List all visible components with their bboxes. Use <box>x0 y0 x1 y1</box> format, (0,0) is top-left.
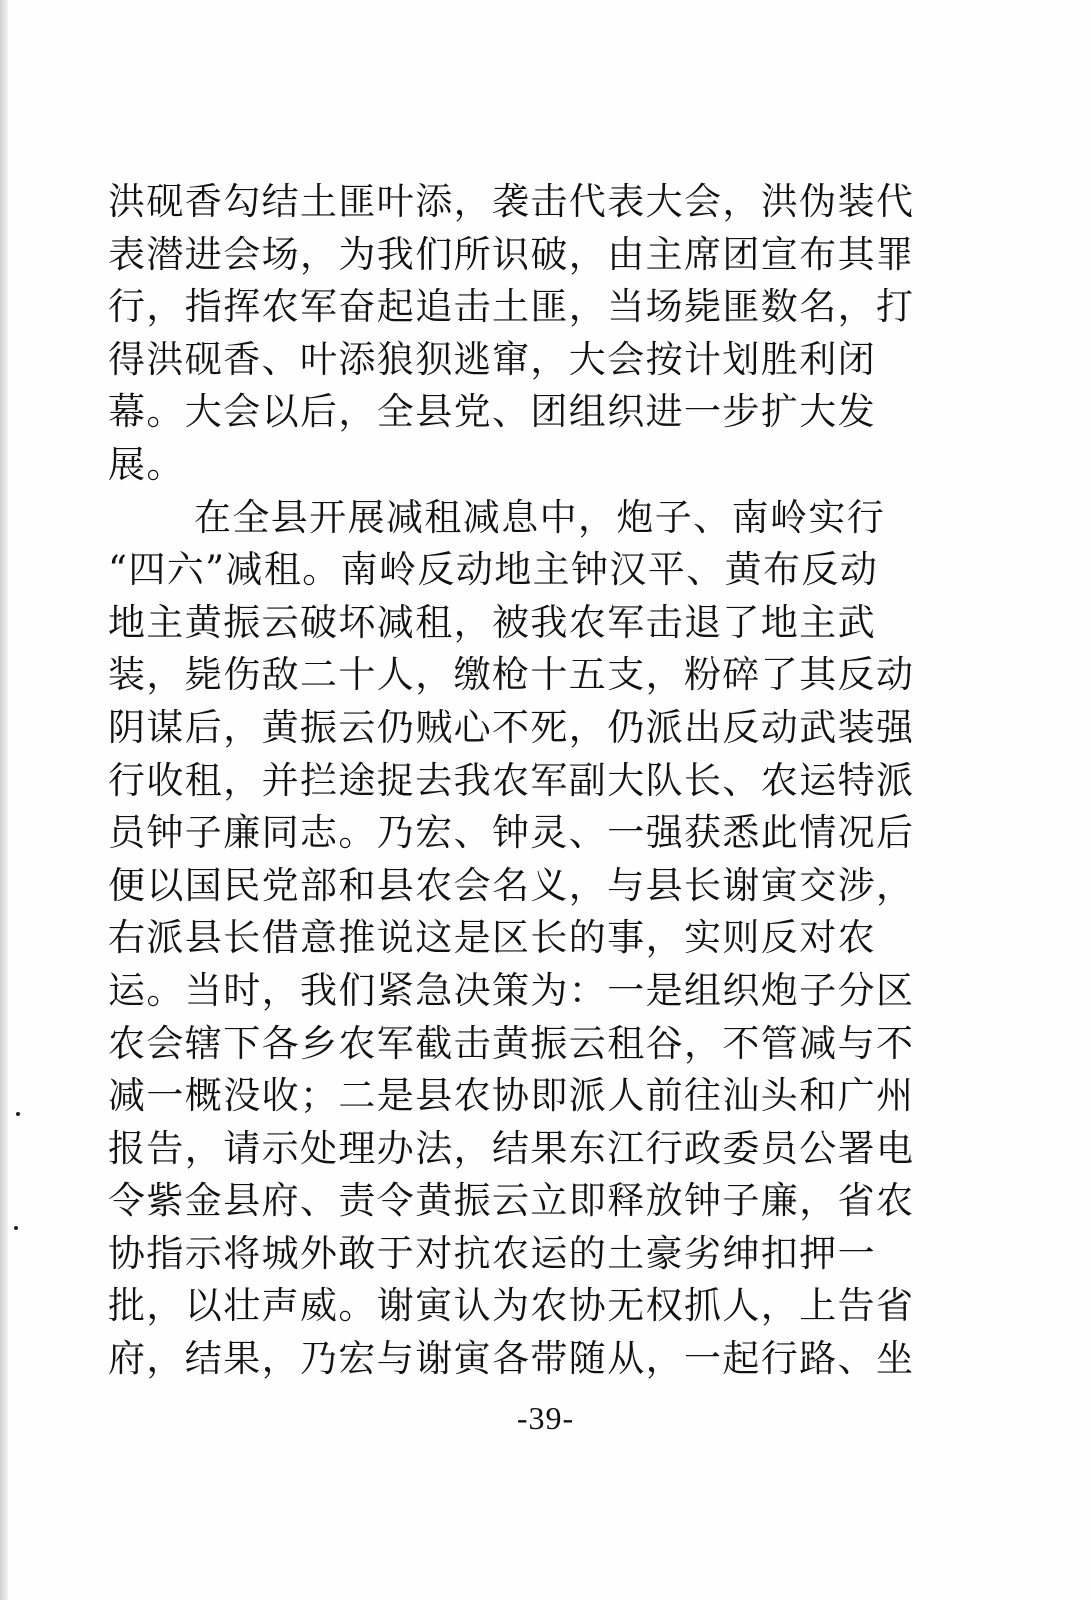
scan-speck <box>16 1112 20 1116</box>
text-line: 展。 <box>108 442 185 486</box>
body-text <box>108 176 932 1386</box>
page-binding-edge <box>0 0 8 1600</box>
paragraph-start-line: 在全县开展减租减息中，炮子、南岭实行 <box>194 495 886 539</box>
text-line: 洪砚香勾结土匪叶添，袭击代表大会，洪伪装代 <box>108 180 915 223</box>
text-line: 行，指挥农军奋起追击土匪，当场毙匪数名，打 <box>108 285 915 329</box>
scan-speck <box>14 1226 18 1230</box>
text-line: 员钟子廉同志。乃宏、钟灵、一强获悉此情况后 <box>108 811 915 855</box>
page-number: -39- <box>516 1400 575 1436</box>
text-line: 便以国民党部和县农会名义，与县长谢寅交涉， <box>108 863 915 907</box>
text-line: 行收租，并拦途捉去我农军副大队长、农运特派 <box>108 758 915 802</box>
text-line: 地主黄振云破坏减租，被我农军击退了地主武 <box>108 600 876 644</box>
text-line: 装，毙伤敌二十人，缴枪十五支，粉碎了其反动 <box>108 653 915 697</box>
text-line: 报告，请示处理办法，结果东江行政委员公署电 <box>108 1126 915 1170</box>
text-line: 协指示将城外敢于对抗农运的土豪劣绅扣押一 <box>108 1231 876 1275</box>
text-line: 幕。大会以后，全县党、团组织进一步扩大发 <box>108 390 876 434</box>
text-line: 得洪砚香、叶添狼狈逃窜，大会按计划胜利闭 <box>108 337 876 381</box>
text-line: 减一概没收；二是县农协即派人前往汕头和广州 <box>108 1074 915 1118</box>
text-line: “四六”减租。南岭反动地主钟汉平、黄布反动 <box>108 548 879 592</box>
text-line: 运。当时，我们紧急决策为：一是组织炮子分区 <box>108 968 915 1012</box>
text-line: 农会辖下各乡农军截击黄振云租谷，不管减与不 <box>108 1021 915 1065</box>
text-line: 府，结果，乃宏与谢寅各带随从，一起行路、坐 <box>108 1337 915 1381</box>
text-line: 右派县长借意推说这是区长的事，实则反对农 <box>108 916 876 960</box>
text-line: 令紫金县府、责令黄振云立即释放钟子廉，省农 <box>108 1179 915 1223</box>
text-line: 批，以壮声威。谢寅认为农协无权抓人，上告省 <box>108 1284 915 1328</box>
text-line: 阴谋后，黄振云仍贼心不死，仍派出反动武装强 <box>108 705 915 749</box>
text-line: 表潜进会场，为我们所识破，由主席团宣布其罪 <box>108 232 915 276</box>
